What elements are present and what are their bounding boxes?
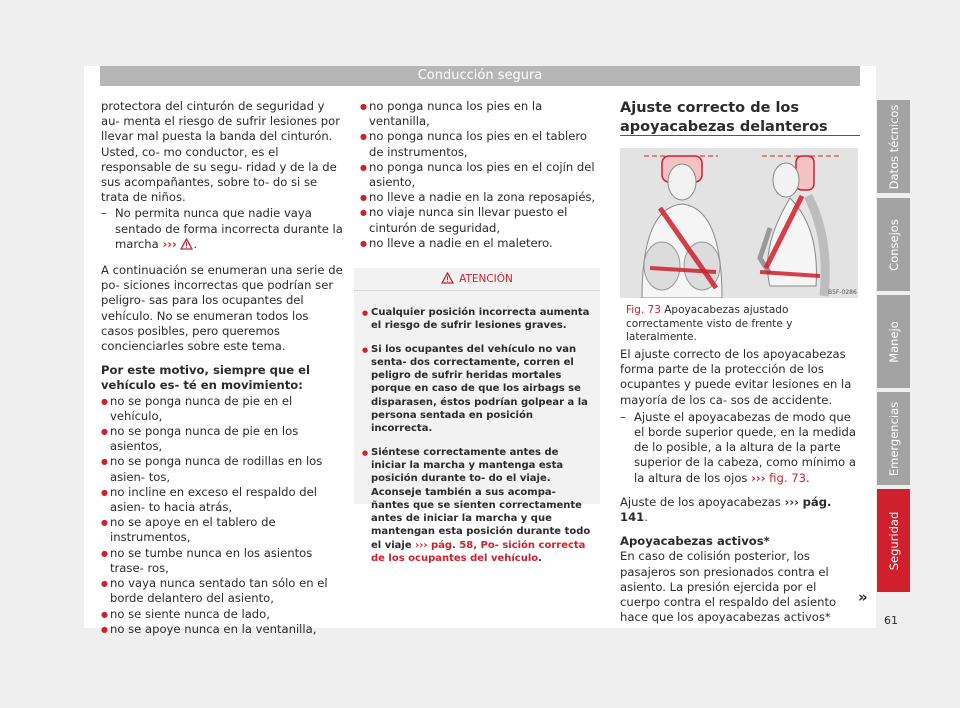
cross-reference-link[interactable]: pág. 58, Po- sición correcta de los ocupantes del vehículo	[371, 539, 586, 565]
page-number: 61	[884, 614, 898, 627]
warning-box	[354, 268, 600, 565]
instruction-dash: – Ajuste el apoyacabezas de modo que el borde superior quede, en la medida de lo posible, a la altura de la parte superior de la cabeza, como mínimo a la altura de los ojos ››› fig. 73.	[620, 410, 860, 486]
instruction-dash: – No permita nunca que nadie vaya sentado de forma incorrecta durante la marcha ››› .	[101, 206, 344, 254]
list-item: ● no ponga nunca los pies en el cojín del asiento,	[360, 160, 600, 190]
adjust-reference-line: Ajuste de los apoyacabezas ››› pág. 141.	[620, 494, 832, 525]
warning-triangle-icon	[441, 270, 454, 292]
warning-triangle-icon	[180, 238, 193, 254]
list-item: ● no se ponga nunca de rodillas en los asien- tos,	[101, 454, 344, 484]
figure-code: B5F-0286	[828, 289, 857, 296]
list-item: ● no se ponga nunca de pie en los asientos,	[101, 424, 344, 454]
figure-caption: Fig. 73 Apoyacabezas ajustado correctamente visto de frente y lateralmente.	[626, 304, 793, 343]
chapter-header: Conducción segura	[100, 66, 860, 86]
warning-item: ● Siéntese correctamente antes de iniciar la marcha y mantenga esta posición durante to- do el viaje. Aconseje también a sus acompa- ñantes que se sienten correctamente antes de iniciar la marcha y que mantengan esta posición durante todo el viaje ››› pág. 58, Po- sición correcta de los ocupantes del vehículo.	[362, 446, 592, 566]
list-item: ● no lleve a nadie en el maletero.	[360, 236, 600, 251]
intro-paragraph: protectora del cinturón de seguridad y au- menta el riesgo de sufrir lesiones por llevar mal puesta la banda del cinturón. Usted, co- mo conductor, es el responsable de su segu- ridad y de la de sus acompañantes, sobre to- do si se trata de niños.	[101, 99, 340, 205]
list-item: ● no vaya nunca sentado tan sólo en el borde delantero del asiento,	[101, 576, 344, 606]
subheading: Apoyacabezas activos*	[620, 534, 770, 549]
middle-column	[360, 99, 600, 251]
left-column	[101, 99, 344, 637]
list-item: ● no se ponga nunca de pie en el vehículo,	[101, 394, 344, 424]
warning-item: ● Si los ocupantes del vehículo no van senta- dos correctamente, corren el peligro de sufrir heridas mortales porque en caso de que los airbags se disparasen, éstos podrían golpear a la persona sentada en posición incorrecta.	[362, 343, 592, 436]
warning-item: ● Cualquier posición incorrecta aumenta el riesgo de sufrir lesiones graves.	[362, 306, 592, 333]
side-tab-consejos[interactable]: Consejos	[877, 198, 910, 291]
continue-arrow: »	[858, 588, 868, 606]
figure-reference-link[interactable]: fig. 73	[769, 470, 806, 485]
list-item: ● no se siente nunca de lado,	[101, 607, 344, 622]
section-divider	[620, 135, 860, 136]
warning-header	[354, 268, 600, 291]
list-item: ● no viaje nunca sin llevar puesto el cinturón de seguridad,	[360, 205, 600, 235]
section-title: Ajuste correcto de los apoyacabezas delanteros	[620, 100, 828, 135]
side-tab-seguridad[interactable]: Seguridad	[877, 489, 910, 592]
headrest-illustration	[620, 148, 858, 298]
active-headrest-paragraph: En caso de colisión posterior, los pasajeros son presionados contra el asiento. La presión ejercida por el cuerpo contra el respaldo del asiento hace que los apoyacabezas activos*	[620, 549, 837, 625]
list-item: ● no ponga nunca los pies en la ventanilla,	[360, 99, 600, 129]
positions-paragraph: A continuación se enumeran una serie de po- siciones incorrectas que podrían ser peligro- sas para los ocupantes del vehículo. No se enumeran todos los casos posibles, pero queremos concienciarles sobre este tema.	[101, 263, 343, 354]
cross-reference-arrow: ›››	[415, 539, 428, 551]
list-item: ● no se apoye en el tablero de instrumentos,	[101, 515, 344, 545]
warning-body	[354, 291, 600, 565]
side-tab-datos-tecnicos[interactable]: Datos técnicos	[877, 100, 910, 193]
list-item: ● no lleve a nadie en la zona reposapiés,	[360, 190, 600, 205]
list-item: ● no ponga nunca los pies en el tablero de instrumentos,	[360, 129, 600, 159]
list-item: ● no se apoye nunca en la ventanilla,	[101, 622, 344, 637]
list-item: ● no incline en exceso el respaldo del asien- to hacia atrás,	[101, 485, 344, 515]
page-reference-link[interactable]: pág. 141	[620, 494, 832, 525]
side-tab-emergencias[interactable]: Emergencias	[877, 392, 910, 485]
right-column	[620, 347, 860, 625]
headrest-figure	[620, 148, 858, 298]
side-tab-manejo[interactable]: Manejo	[877, 295, 910, 388]
bold-intro: Por este motivo, siempre que el vehículo es- té en movimiento:	[101, 363, 310, 393]
warning-title: ATENCIÓN	[459, 273, 513, 285]
figure-label: Fig. 73	[626, 304, 661, 316]
list-item: ● no se tumbe nunca en los asientos trase- ros,	[101, 546, 344, 576]
headrest-paragraph: El ajuste correcto de los apoyacabezas forma parte de la protección de los ocupantes y puede evitar lesiones en la mayoría de los ca- sos de accidente.	[620, 347, 852, 407]
